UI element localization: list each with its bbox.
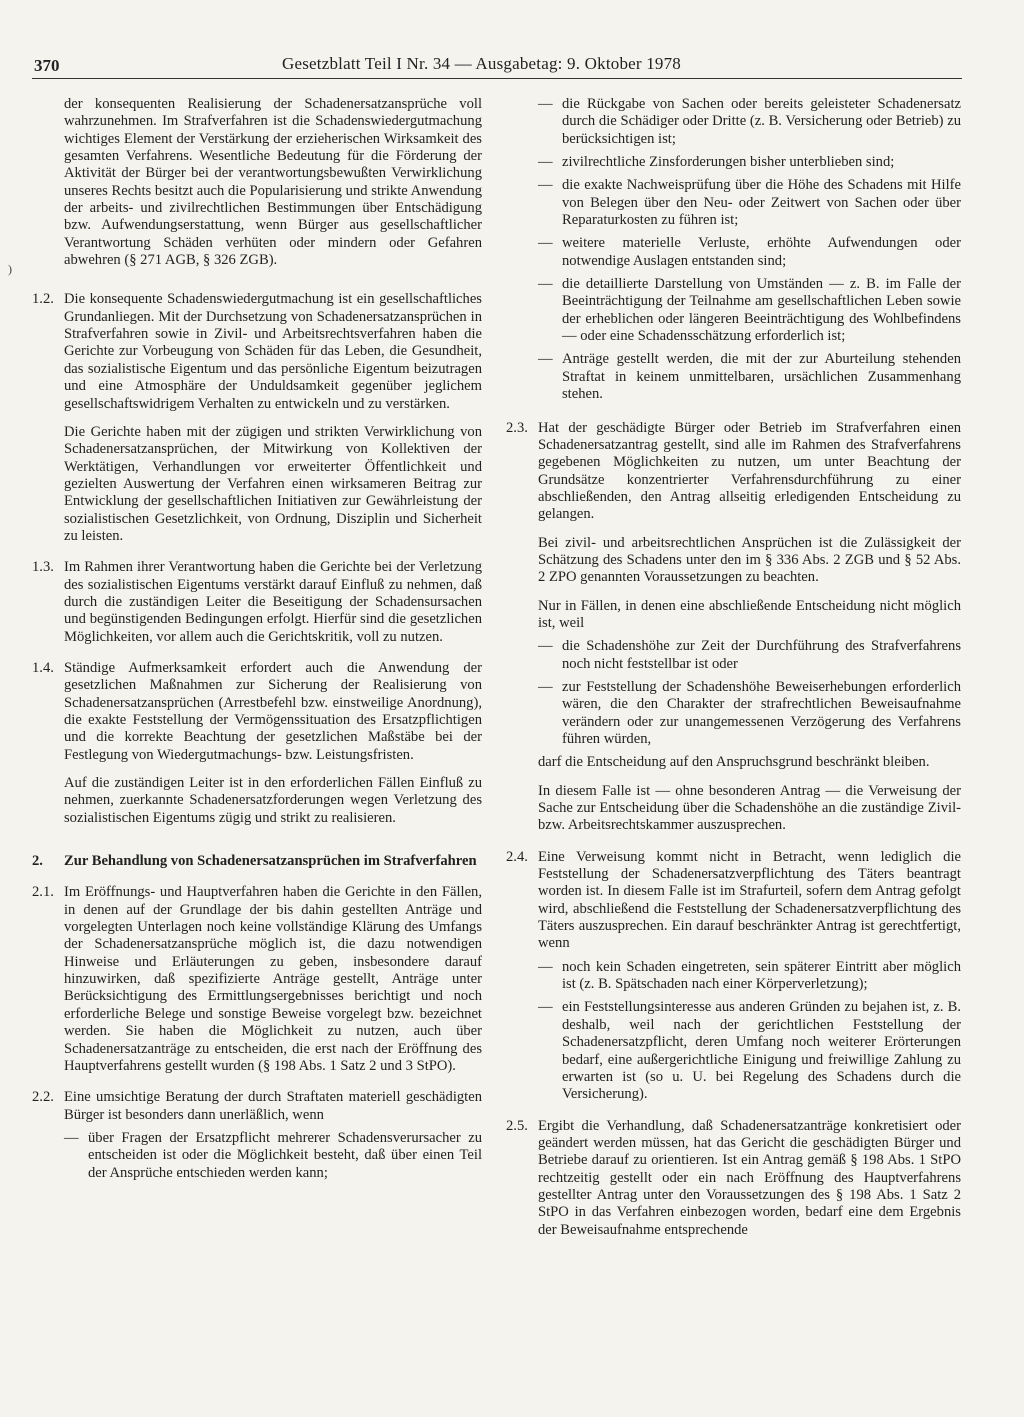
section-number: 2. xyxy=(32,853,43,870)
list-item-text: über Fragen der Ersatzpflicht mehrerer Schadensverursacher zu entscheiden ist oder die Möglichkeit besteht, daß über einen Teil der Ansprüche entschieden werden kann; xyxy=(88,1129,482,1181)
paragraph: In diesem Falle ist — ohne besonderen Antrag — die Verweisung der Sache zur Entscheidung über die Schadenshöhe an die zuständige Zivil- bzw. Arbeitsrechtskammer auszusprechen. xyxy=(538,782,961,834)
section-number: 2.2. xyxy=(32,1089,54,1106)
list-item-text: die Rückgabe von Sachen oder bereits geleisteter Schadenersatz durch die Schädiger oder Dritte (z. B. Versicherung oder Betrieb) zu berücksichtigen ist; xyxy=(562,96,961,147)
section-number: 2.1. xyxy=(32,884,54,901)
page-number: 370 xyxy=(34,56,60,75)
paragraph: Nur in Fällen, in denen eine abschließende Entscheidung nicht möglich ist, weil xyxy=(538,597,961,631)
left-column xyxy=(32,96,482,1196)
paragraph: darf die Entscheidung auf den Anspruchsgrund beschränkt bleiben. xyxy=(538,754,930,771)
dash-marker: — xyxy=(538,678,553,695)
list-item xyxy=(538,276,961,345)
paragraph: Im Eröffnungs- und Hauptverfahren haben die Gerichte in den Fällen, in denen auf der Grundlage der bis dahin gestellten Anträge und vorgelegten Unterlagen noch keine vollständige Klärung des Umfangs der Schadenersatzansprüche möglich ist, die dazu notwendigen Hinweise und Erläuterungen zu geben, insbesondere darauf hinzuwirken, daß spezifizierte Anträge gestellt, Anträge unter Berücksichtigung des Ermittlungsergebnisses berichtigt und noch erforderliche Belege und sonstige Beweise vorgelegt bzw. bezeichnet werden. Sie haben die Möglichkeit zu nutzen, auch über Schadenersatzanträge zu entscheiden, die erst nach der Eröffnung des Hauptverfahrens gestellt wurden (§ 198 Abs. 1 Satz 2 und 3 StPO). xyxy=(64,884,482,1074)
paragraph: der konsequenten Realisierung der Schadenersatzansprüche voll wahrzunehmen. Im Strafverfahren ist die Schadenswiedergutmachung wichtiges Element der Verstärkung der erzieherischen Wirksamkeit des gesamten Verfahrens. Wesentliche Bedeutung für die Förderung der Aktivität der Bürger bei der verantwortungsbewußten Verwirklichung unseres Rechts besitzt auch die Popularisierung und strikte Anwendung der arbeits- und zivilrechtlichen Bestimmungen über Entschädigung bzw. Aufwendungserstattung, wenn Bürger aus gesellschaftlicher Verantwortung Schäden verhüten oder mindern oder Gefahren abwehren (§ 271 AGB, § 326 ZGB). xyxy=(64,96,482,269)
dash-marker: — xyxy=(538,154,553,171)
section-1-4 xyxy=(32,660,482,827)
paragraph: Die konsequente Schadenswiedergutmachung ist ein gesellschaftliches Grundanliegen. Mit der Durchsetzung von Schadenersatzansprüchen in Strafverfahren sowie in Zivil- und Arbeitsrechtsverfahren haben die Gerichte zur Vorbeugung von Schäden für das Leben, die Gesundheit, das sozialistische Eigentum und das persönliche Eigentum beizutragen und eine Atmosphäre der Unduldsamkeit gegenüber jeglichem gesellschaftswidrigem Verhalten zu entwickeln und zu verstärken. xyxy=(64,291,482,412)
page-header xyxy=(32,50,962,79)
paragraph: Die Gerichte haben mit der zügigen und strikten Verwirklichung von Schadenersatzansprüchen, der Mitwirkung von Kollektiven der Werktätigen, Verhandlungen vor erweiterter Öffentlichkeit und gezielten Auswertung der Verfahren einen wirksameren Beitrag zur Entwicklung der gesellschaftlichen Initiativen zur Gewährleistung der sozialistischen Gesetzlichkeit, von Ordnung, Disziplin und Sicherheit zu leisten. xyxy=(64,423,482,544)
dash-marker: — xyxy=(538,96,553,112)
list-item xyxy=(538,96,961,148)
list-item-text: ein Feststellungsinteresse aus anderen Gründen zu bejahen ist, z. B. deshalb, weil nach der gerichtlichen Feststellung der Schadenersatzpflicht, deren Umfang noch weiterer Erörterungen bedarf, eine außergerichtliche Einigung und freiwillige Zahlung zu erwarten ist (so u. U. bei Regelung des Schadens durch die Versicherung). xyxy=(562,999,961,1103)
section-2-1 xyxy=(32,884,482,1075)
dash-marker: — xyxy=(64,1129,79,1146)
list-item-text: zivilrechtliche Zinsforderungen bisher unterblieben sind; xyxy=(562,154,895,171)
dash-marker: — xyxy=(538,958,553,975)
dash-marker: — xyxy=(538,999,553,1016)
list-item-text: die Schadenshöhe zur Zeit der Durchführung des Strafverfahrens noch nicht feststellbar ist oder xyxy=(562,638,961,672)
list-item xyxy=(538,999,961,1103)
section-number: 1.3. xyxy=(32,559,54,576)
dash-marker: — xyxy=(538,235,553,252)
dash-marker: — xyxy=(538,276,553,293)
header-title: Gesetzblatt Teil I Nr. 34 — Ausgabetag: 9. Oktober 1978 xyxy=(282,54,682,73)
paragraph: Ständige Aufmerksamkeit erfordert auch die Anwendung der gesetzlichen Maßnahmen zur Sicherung der Realisierung von Schadenersatzansprüchen (Arrestbefehl bzw. einstweilige Anordnung), die exakte Feststellung der Vermögenssituation des Ersatzpflichtigen und die korrekte Beachtung der gesetzlichen Maßstäbe bei der Festlegung von Wiedergutmachungs- bzw. Leistungsfristen. xyxy=(64,659,482,763)
paragraph: Ergibt die Verhandlung, daß Schadenersatzanträge konkretisiert oder geändert werden müssen, hat das Gericht die geschädigten Bürger und Betriebe darauf zu orientieren. Ist ein Antrag gemäß § 198 Abs. 1 StPO rechtzeitig gestellt oder ein nach Eröffnung des Hauptverfahrens gestellter Antrag unter den Voraussetzungen des § 198 Abs. 1 Satz 2 StPO in das Verfahren einbezogen worden, bedarf eine dem Ergebnis der Beweisaufnahme entsprechende xyxy=(538,1117,961,1238)
dash-marker: — xyxy=(538,351,553,368)
section-number: 2.5. xyxy=(506,1117,528,1134)
paragraph: Im Rahmen ihrer Verantwortung haben die Gerichte bei der Verletzung des sozialistischen Eigentums verstärkt darauf Einfluß zu nehmen, daß durch die zuständigen Leiter die Beseitigung der Schadensursachen und begünstigenden Bedingungen erfolgt. Hierfür sind die gesetzlichen Möglichkeiten, vor allem auch die Gerichtskritik, voll zu nutzen. xyxy=(64,559,482,645)
section-number: 2.4. xyxy=(506,848,528,865)
list-item xyxy=(538,959,961,994)
list-item-text: die exakte Nachweisprüfung über die Höhe des Schadens mit Hilfe von Belegen über den Neu- oder Zeitwert von Sachen oder über Reparaturkosten zu führen ist; xyxy=(562,177,961,229)
list-item xyxy=(538,177,961,229)
list-item xyxy=(538,154,961,171)
section-1-2 xyxy=(32,291,482,545)
section-2-2-continued xyxy=(506,96,961,404)
list-item-text: Anträge gestellt werden, die mit der zur Aburteilung stehenden Straftat in keinem unmittelbaren, ursächlichen Zusammenhang stehen. xyxy=(562,351,961,403)
list-item xyxy=(538,351,961,403)
section-2-heading xyxy=(32,853,482,870)
margin-mark: ) xyxy=(8,262,12,276)
section-heading: Zur Behandlung von Schadenersatzansprüchen im Strafverfahren xyxy=(64,853,477,870)
list-item xyxy=(64,1130,482,1182)
section-2-2 xyxy=(32,1089,482,1182)
continuation-paragraph xyxy=(32,96,482,269)
section-2-3 xyxy=(506,420,961,835)
list-item-text: die detaillierte Darstellung von Umständen — z. B. im Falle der Beeinträchtigung der Teilnahme am gesellschaftlichen Leben sowie der erheblichen oder längeren Beeinträchtigung des Wohlbefindens — oder eine Schadensschätzung erforderlich ist; xyxy=(562,276,961,345)
right-column xyxy=(506,96,961,1253)
section-2-5 xyxy=(506,1118,961,1239)
section-number: 1.2. xyxy=(32,291,54,308)
section-number: 2.3. xyxy=(506,419,528,436)
paragraph: Auf die zuständigen Leiter ist in den erforderlichen Fällen Einfluß zu nehmen, zuerkannte Schadenersatzforderungen wegen Verletzung des sozialistischen Eigentums zügig und strikt zu realisieren. xyxy=(64,775,482,826)
list-item xyxy=(538,638,961,673)
paragraph: Eine Verweisung kommt nicht in Betracht, wenn lediglich die Feststellung der Schadenersatzverpflichtung des Täters beantragt worden ist. In diesem Falle ist im Strafurteil, sofern dem Antrag gefolgt wird, abschließend die Feststellung der Schadenersatzverpflichtung des Täters auszusprechen. Ein darauf beschränkter Antrag ist gerechtfertigt, wenn xyxy=(538,848,961,952)
list-item xyxy=(538,679,961,748)
section-number: 1.4. xyxy=(32,659,54,676)
dash-marker: — xyxy=(538,177,553,194)
section-2-4 xyxy=(506,849,961,1104)
list-item-text: noch kein Schaden eingetreten, sein späterer Eintritt aber möglich ist (z. B. Spätschaden nach einer Körperverletzung); xyxy=(562,958,961,993)
paragraph: Eine umsichtige Beratung der durch Straftaten materiell geschädigten Bürger ist besonders dann unerläßlich, wenn xyxy=(64,1089,482,1123)
list-item xyxy=(538,235,961,270)
list-item-text: weitere materielle Verluste, erhöhte Aufwendungen oder notwendige Auslagen entstanden sind; xyxy=(562,235,961,269)
paragraph: Hat der geschädigte Bürger oder Betrieb im Strafverfahren einen Schadenersatzantrag gestellt, sind alle im Rahmen des Strafverfahrens gegebenen Möglichkeiten zu nutzen, um unter Beachtung der Grundsätze konzentrierter Verfahrensdurchführung zu einer abschließenden, den Antrag allseitig erledigenden Entscheidung zu gelangen. xyxy=(538,419,961,523)
section-1-3 xyxy=(32,559,482,646)
paragraph: Bei zivil- und arbeitsrechtlichen Ansprüchen ist die Zulässigkeit der Schätzung des Schadens unter den im § 336 Abs. 2 ZGB und § 52 Abs. 2 ZPO genannten Voraussetzungen zu beachten. xyxy=(538,534,961,586)
list-item-text: zur Feststellung der Schadenshöhe Beweiserhebungen erforderlich wären, die den Charakter der strafrechtlichen Beweisaufnahme verändern oder zur unangemessenen Verzögerung des Verfahrens führen würden, xyxy=(562,678,961,747)
dash-marker: — xyxy=(538,638,553,655)
